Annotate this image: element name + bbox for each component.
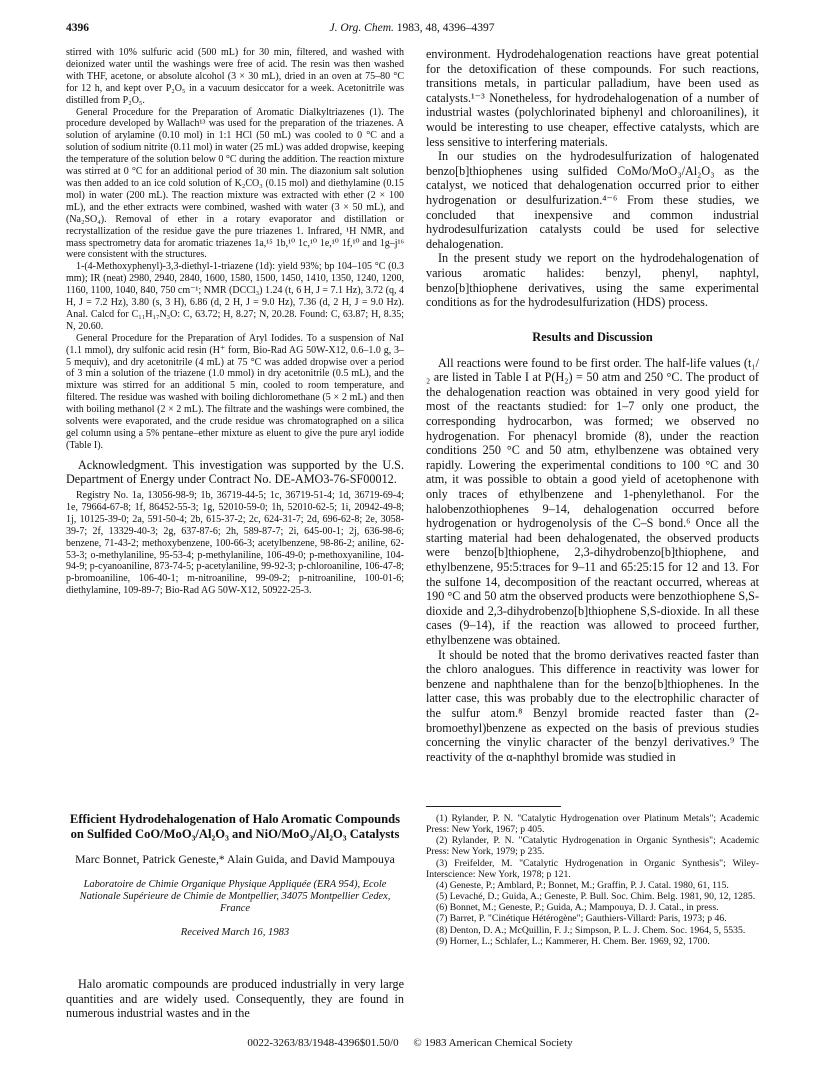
- intro-paragraph: environment. Hydrodehalogenation reactions have great potential for the detoxification of these compounds. For such reactions, transitions metals, in particular palladium, have been used as catalysts.¹⁻³ Nonetheless, for hydrodehalogenation of a number of industrial wastes (polychlorinated biphenyl and chloroanilines), it would be interesting to use cheaper, effective catalysts, which are less sensitive to interfering materials.: [426, 47, 759, 149]
- compound-1d-paragraph: 1-(4-Methoxyphenyl)-3,3-diethyl-1-triazene (1d): yield 93%; bp 104–105 °C (0.3 mm); IR (neat) 2980, 2940, 2840, 1600, 1580, 1500, 1450, 1410, 1350, 1240, 1200, 1160, 1100, 1040, 840, 750 cm⁻¹; NMR (DCCl₃) 1.24 (t, 6 H, J = 7.1 Hz), 3.72 (q, 4 H, J = 7.2 Hz), 3.80 (s, 3 H), 6.86 (d, 2 H, J = 9.0 Hz), 7.36 (d, 2 H, J = 9.0 Hz). Anal. Calcd for C₁₁H₁₇N₃O: C, 63.72; H, 8.27; N, 20.28. Found: C, 63.87; H, 8.35; N, 20.60.: [66, 261, 404, 332]
- paper-title: Efficient Hydrodehalogenation of Halo Aromatic Compounds on Sulfided CoO/MoO₃/Al₂O₃ and NiO/MoO₃/Al₂O₃ Catalysts: [69, 812, 401, 841]
- registry-numbers-block: [66, 490, 404, 597]
- received-date: Received March 16, 1983: [180, 927, 290, 939]
- intro-paragraph: In the present study we report on the hydrodehalogenation of various aromatic halides: benzyl, phenyl, naphtyl, benzo[b]thiophene derivatives, using the same experimental conditions as for the hydrodesulfurization (HDS) process.: [426, 251, 759, 310]
- experimental-section: [66, 47, 404, 452]
- triazene-procedure-paragraph: General Procedure for the Preparation of Aromatic Dialkyltriazenes (1). The procedure developed by Wallach¹³ was used for the preparation of the triazenes. A solution of arylamine (0.10 mol) in 1:1 HCl (50 mL) was cooled to 0 °C and a solution of sodium nitrite (0.11 mol) in water (25 mL) was added dropwise, keeping the temperature of the solution below 0 °C during the addition. The reaction mixture was stirred at 0 °C for an additional period of 30 min. The diazonium salt solution was then added to an ice cold solution of K₂CO₃ (0.15 mol) and diethylamine (0.15 mol) in water (200 mL). The reaction mixture was extracted with ether (2 × 100 mL), and the ether extracts were combined, washed with water (3 × 50 mL), and (Na₂SO₄). Removal of ether in a rotary evaporator and distillation or recrystallization of the residue gave the pure triazenes 1. Infrared, ¹H NMR, and mass spectrometry data for aromatic triazenes 1a,¹⁵ 1b,¹⁰ 1c,¹⁰ 1e,¹⁰ 1f,¹⁰ and 1g–j¹⁶ were consistent with the structures.: [66, 106, 404, 261]
- footnote: (4) Geneste, P.; Amblard, P.; Bonnet, M.; Graffin, P. J. Catal. 1980, 61, 115.: [436, 879, 729, 891]
- resin-prep-paragraph: stirred with 10% sulfuric acid (500 mL) for 30 min, filtered, and washed with deionized water until the washings were free of acid. The resin was then washed with THF, acetone, or absolute alcohol (3 × 30 mL), dried in an oven at 75–80 °C for 12 h, and kept over P₂O₅ in a vacuum desiccator for a week. Acetonitrile was distilled from P₂O₅.: [66, 47, 404, 106]
- journal-name: J. Org. Chem.: [329, 22, 394, 34]
- journal-citation: [66, 22, 758, 34]
- footnote: (3) Freifelder, M. "Catalytic Hydrogenation in Organic Synthesis"; Wiley-Interscience: New York, 1978; p 121.: [426, 857, 759, 880]
- paper-authors: Marc Bonnet, Patrick Geneste,* Alain Guida, and David Mampouya: [75, 853, 395, 866]
- introduction-section: [426, 47, 759, 310]
- footnote: (7) Barret, P. "Cinétique Hétérogène"; Gauthiers-Villard: Paris, 1973; p 46.: [436, 913, 727, 925]
- results-section: [426, 356, 759, 765]
- paper-affiliation: Laboratoire de Chimie Organique Physique Appliquée (ERA 954), Ecole Nationale Supérieure de Chimie de Montpellier, 34075 Montpellier Cedex, France: [79, 878, 391, 915]
- page-number: 4396: [66, 22, 89, 34]
- page-footer: [0, 1037, 820, 1049]
- paper-abstract-start: Halo aromatic compounds are produced industrially in very large quantities and are widely used. Consequently, they are found in numerous industrial wastes and in the: [66, 977, 404, 1021]
- new-paper-heading: [66, 812, 404, 938]
- results-paragraph: It should be noted that the bromo derivatives reacted faster than the chloro analogues. This difference in reactivity was lower for benzene and naphthalene than for the benzo[b]thiophenes. In the latter case, this was probably due to the electrophilic character of the sulfur atom.⁸ Benzyl bromide reacted faster than (2-bromoethyl)benzene as expected on the basis of previous studies concerning the vinylic character of the benzyl derivatives.⁹ The reactivity of the α-naphthyl bromide was studied in: [426, 647, 759, 764]
- footnote: (6) Bonnet, M.; Geneste, P.; Guida, A.; Mampouya, D. J. Catal., in press.: [436, 902, 719, 914]
- footnote: (5) Levaché, D.; Guida, A.; Geneste, P. Bull. Soc. Chim. Belg. 1981, 90, 12, 1285.: [436, 891, 756, 903]
- aryl-iodide-procedure-paragraph: General Procedure for the Preparation of Aryl Iodides. To a suspension of NaI (1.1 mmol), dry sulfonic acid resin (H⁺ form, Bio-Rad AG 50W-X12, 0.6–1.0 g, 3–5 mequiv), and dry acetonitrile (4 mL) at 75 °C was added dropwise over a period of 3 min a solution of the triazene (1.0 mmol) in dry acetonitrile (0.5 mL), and the mixture was stirred for an additional 5 min, cooled to room temperature, and filtered. The residue was washed with boiling dichloromethane (5 × 2 mL) and then with boiling methanol (2 × 2 mL). The filtrate and the washings were combined, the solvents were evaporated, and the crude residue was chromatographed on a silica gel column using a 5% pentane–ether mixture as eluent to give the pure aryl iodide (Table I).: [66, 332, 404, 451]
- results-heading: Results and Discussion: [532, 329, 653, 344]
- results-paragraph: All reactions were found to be first order. The half-life values (t₁/₂ are listed in Table I at P(H₂) = 50 atm and 250 °C. The product of the dehalogenation reaction was obtained in very good yield for most of the reactants studied: for 1–7 only one product, the corresponding hydrocarbon, was formed; we observed no hydrogenation. For phenacyl bromide (8), under the reaction conditions 250 °C and 50 atm, ethylbenzene was obtained very rapidly. Lowering the experimental conditions to 100 °C and 30 atm, it was possible to obtain a good yield of acetophenone with only traces of ethylbenzene and 1-phenylethanol. For the halobenzothiophenes 9–14, dehalogenation occurred before hydrogenation or hydrogenolysis of the C–S bond.⁶ Once all the starting material had been dehalogenated, the observed products were benzo[b]thiophene, 2,3-dihydrobenzo[b]thiophene, and ethylbenzene, 95:5:traces for 9–11 and 65:25:15 for 12 and 13. For the sulfone 14, decomposition of the reactant occurred, whereas at 190 °C and 50 atm the observed products were benzothiophene S,S-dioxide and 2,3-dihydrobenzo[b]thiophene S,S-dioxide. In all these cases (9–14), if the reaction was allowed to proceed further, ethylbenzene was obtained.: [426, 355, 759, 647]
- copyright: © 1983 American Chemical Society: [413, 1037, 573, 1049]
- article-code: 0022-3263/83/1948-4396$01.50/0: [247, 1037, 399, 1049]
- journal-year-pages: 1983, 48, 4396–4397: [396, 22, 495, 34]
- running-header: [66, 22, 758, 36]
- acknowledgment: Acknowledgment. This investigation was supported by the U.S. Department of Energy under Contract No. DE-AMO3-76-SF00012.: [66, 457, 404, 487]
- right-column: [426, 47, 759, 764]
- footnotes: [426, 813, 759, 947]
- footnote: (2) Rylander, P. N. "Catalytic Hydrogenation in Organic Synthesis"; Academic Press: New York, 1979; p 235.: [426, 835, 759, 858]
- footnote: (9) Horner, L.; Schlafer, L.; Kammerer, H. Chem. Ber. 1969, 92, 1700.: [436, 935, 710, 947]
- footnote: (1) Rylander, P. N. "Catalytic Hydrogenation over Platinum Metals"; Academic Press: New York, 1967; p 405.: [426, 813, 759, 836]
- intro-paragraph: In our studies on the hydrodesulfurization of halogenated benzo[b]thiophenes using sulfided CoMo/MoO₃/Al₂O₃ as the catalyst, we noticed that dehalogenation occurred prior to either hydrogenation or desulfurization.⁴⁻⁶ From these studies, we concluded that inexpensive and common industrial hydrodesulfurization catalysts could be used for selective dehalogenation.: [426, 149, 759, 251]
- left-column: [66, 47, 404, 597]
- registry-numbers: Registry No. 1a, 13056-98-9; 1b, 36719-44-5; 1c, 36719-51-4; 1d, 36719-69-4; 1e, 79664-67-8; 1f, 86452-55-3; 1g, 52010-59-0; 1h, 52010-62-5; 1i, 20942-49-8; 1j, 10125-39-0; 2a, 591-50-4; 2b, 615-37-2; 2c, 624-31-7; 2d, 696-62-8; 2e, 3058-39-7; 2f, 13329-40-3; 2g, 637-87-6; 2h, 589-87-7; 2i, 645-00-1; 2j, 636-98-6; benzene, 71-43-2; methoxybenzene, 100-66-3; acetylbenzene, 98-86-2; aniline, 62-53-3; o-methylaniline, 95-53-4; p-methylaniline, 106-49-0; p-methoxyaniline, 104-94-9; p-cyanoaniline, 873-74-5; p-acetylaniline, 99-92-3; p-chloroaniline, 106-47-8; p-bromoaniline, 106-40-1; m-nitroaniline, 99-09-2; p-nitroaniline, 100-01-6; diethylamine, 109-89-7; Bio-Rad AG 50W-X12, 50922-25-3.: [66, 490, 404, 597]
- footnote: (8) Denton, D. A.; McQuillin, F. J.; Simpson, P. L. J. Chem. Soc. 1964, 5, 5535.: [436, 924, 746, 936]
- footnote-divider: [426, 806, 561, 807]
